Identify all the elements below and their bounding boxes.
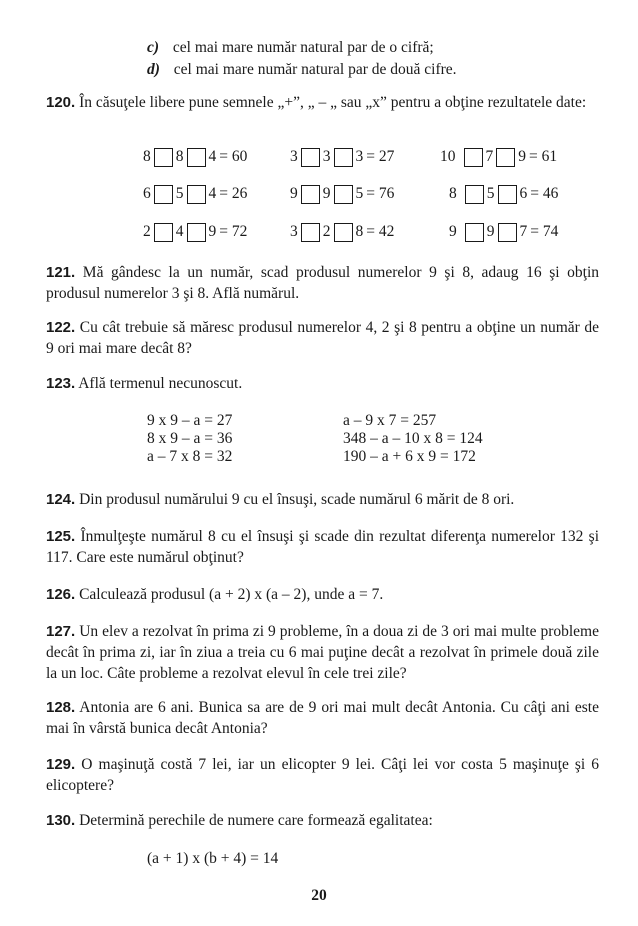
result: = 61 bbox=[529, 148, 558, 165]
problem-text: Mă gândesc la un număr, scad produsul numerelor 9 şi 8, adaug 16 şi obţin produsul numerelor 3 şi 8. Află numărul. bbox=[46, 264, 600, 302]
problem-number: 126. bbox=[46, 586, 76, 603]
answer-box[interactable] bbox=[464, 148, 483, 167]
answer-box[interactable] bbox=[498, 185, 517, 204]
exercise: 9 x 9 – a = 27 bbox=[147, 412, 233, 429]
equation bbox=[449, 222, 558, 242]
problem-number: 123. bbox=[46, 375, 76, 392]
exercise: 190 – a + 6 x 9 = 172 bbox=[343, 448, 476, 465]
operand: 7 bbox=[519, 223, 528, 240]
problem-126 bbox=[46, 584, 599, 605]
result: = 60 bbox=[219, 148, 248, 165]
operand: 8 bbox=[449, 185, 457, 202]
result: = 76 bbox=[366, 185, 395, 202]
problem-122 bbox=[46, 317, 599, 359]
operand: 9 bbox=[518, 148, 526, 165]
equation bbox=[440, 147, 557, 167]
equation bbox=[290, 222, 394, 242]
answer-box[interactable] bbox=[334, 148, 353, 167]
equation bbox=[449, 184, 558, 204]
operand: 3 bbox=[290, 223, 298, 240]
operand: 3 bbox=[355, 148, 364, 165]
operand: 3 bbox=[290, 148, 298, 165]
operand: 4 bbox=[175, 223, 184, 240]
item-text: cel mai mare număr natural par de două cifre. bbox=[173, 61, 457, 78]
result: = 27 bbox=[366, 148, 395, 165]
equation bbox=[290, 184, 394, 204]
operand: 6 bbox=[143, 185, 151, 202]
problem-123 bbox=[46, 373, 599, 394]
answer-box[interactable] bbox=[334, 223, 353, 242]
operand: 2 bbox=[143, 223, 151, 240]
operand: 8 bbox=[143, 148, 151, 165]
problem-text: Află termenul necunoscut. bbox=[78, 375, 243, 392]
equation bbox=[143, 222, 247, 242]
operand: 9 bbox=[449, 223, 457, 240]
operand: 5 bbox=[355, 185, 364, 202]
answer-box[interactable] bbox=[498, 223, 517, 242]
operand: 5 bbox=[486, 185, 495, 202]
answer-box[interactable] bbox=[301, 148, 320, 167]
operand: 5 bbox=[175, 185, 184, 202]
problem-number: 129. bbox=[46, 756, 76, 773]
problem-text: Un elev a rezolvat în prima zi 9 probleme, în a doua zi de 3 ori mai multe probleme decât în prima zi, iar în ziua a treia cu 6 mai puţine decât a rezolvat în primele două zile la un loc. Câte probleme a rezolvat elevul în cele trei zile? bbox=[46, 623, 599, 682]
problem-text: Înmulţeşte numărul 8 cu el însuşi şi scade din rezultat diferenţa numerelor 132 şi 117. Care este numărul obţinut? bbox=[46, 528, 599, 566]
problem-text: Antonia are 6 ani. Bunica sa are de 9 ori mai mult decât Antonia. Cu câţi ani este mai în vârstă bunica decât Antonia? bbox=[46, 699, 599, 737]
problem-number: 120. bbox=[46, 94, 76, 111]
operand: 7 bbox=[485, 148, 494, 165]
operand: 4 bbox=[208, 185, 217, 202]
page-number: 20 bbox=[311, 887, 327, 904]
problem-number: 122. bbox=[46, 319, 76, 336]
problem-125 bbox=[46, 526, 599, 568]
problem-number: 124. bbox=[46, 491, 76, 508]
item-c bbox=[147, 38, 434, 58]
problem-text: Calculează produsul (a + 2) x (a – 2), unde a = 7. bbox=[79, 586, 384, 603]
operand: 9 bbox=[486, 223, 495, 240]
item-letter: c) bbox=[147, 39, 160, 56]
answer-box[interactable] bbox=[154, 148, 173, 167]
operand: 10 bbox=[440, 148, 456, 165]
item-text: cel mai mare număr natural par de o cifră; bbox=[172, 39, 434, 56]
problem-120 bbox=[46, 92, 599, 113]
problem-127 bbox=[46, 621, 599, 684]
operand: 9 bbox=[208, 223, 217, 240]
equality: (a + 1) x (b + 4) = 14 bbox=[147, 850, 279, 867]
problem-text: Cu cât trebuie să măresc produsul numerelor 4, 2 şi 8 pentru a obţine un număr de 9 ori mai mare decât 8? bbox=[46, 319, 599, 357]
problem-128 bbox=[46, 697, 599, 739]
answer-box[interactable] bbox=[301, 185, 320, 204]
operand: 4 bbox=[208, 148, 217, 165]
equation bbox=[143, 147, 247, 167]
problem-number: 125. bbox=[46, 528, 76, 545]
result: = 46 bbox=[530, 185, 559, 202]
problem-number: 121. bbox=[46, 264, 76, 281]
problem-number: 128. bbox=[46, 699, 76, 716]
operand: 3 bbox=[322, 148, 331, 165]
equation bbox=[143, 184, 247, 204]
operand: 2 bbox=[322, 223, 331, 240]
exercise: a – 9 x 7 = 257 bbox=[343, 412, 437, 429]
answer-box[interactable] bbox=[465, 185, 484, 204]
answer-box[interactable] bbox=[154, 223, 173, 242]
problem-124 bbox=[46, 489, 599, 510]
exercise: 348 – a – 10 x 8 = 124 bbox=[343, 430, 483, 447]
operand: 6 bbox=[519, 185, 528, 202]
result: = 72 bbox=[219, 223, 248, 240]
answer-box[interactable] bbox=[496, 148, 515, 167]
problem-121 bbox=[46, 262, 599, 304]
answer-box[interactable] bbox=[187, 185, 206, 204]
problem-number: 127. bbox=[46, 623, 76, 640]
answer-box[interactable] bbox=[301, 223, 320, 242]
operand: 8 bbox=[175, 148, 184, 165]
result: = 42 bbox=[366, 223, 395, 240]
answer-box[interactable] bbox=[187, 223, 206, 242]
problem-text: Determină perechile de numere care formează egalitatea: bbox=[79, 812, 433, 829]
answer-box[interactable] bbox=[334, 185, 353, 204]
item-d bbox=[147, 60, 457, 80]
problem-text: O maşinuţă costă 7 lei, iar un elicopter 9 lei. Câţi lei vor costa 5 maşinuţe şi 6 elicoptere? bbox=[46, 756, 600, 794]
problem-130 bbox=[46, 810, 599, 831]
problem-129 bbox=[46, 754, 599, 796]
answer-box[interactable] bbox=[154, 185, 173, 204]
equation bbox=[290, 147, 394, 167]
operand: 8 bbox=[355, 223, 364, 240]
item-letter: d) bbox=[147, 61, 160, 78]
problem-text: Din produsul numărului 9 cu el însuşi, scade numărul 6 mărit de 8 ori. bbox=[79, 491, 515, 508]
answer-box[interactable] bbox=[465, 223, 484, 242]
exercise: 8 x 9 – a = 36 bbox=[147, 430, 233, 447]
exercise: a – 7 x 8 = 32 bbox=[147, 448, 233, 465]
problem-text: În căsuţele libere pune semnele „+”, „ – „ sau „x” pentru a obţine rezultatele date: bbox=[79, 94, 587, 111]
result: = 26 bbox=[219, 185, 248, 202]
operand: 9 bbox=[290, 185, 298, 202]
operand: 9 bbox=[322, 185, 331, 202]
problem-number: 130. bbox=[46, 812, 76, 829]
answer-box[interactable] bbox=[187, 148, 206, 167]
result: = 74 bbox=[530, 223, 559, 240]
